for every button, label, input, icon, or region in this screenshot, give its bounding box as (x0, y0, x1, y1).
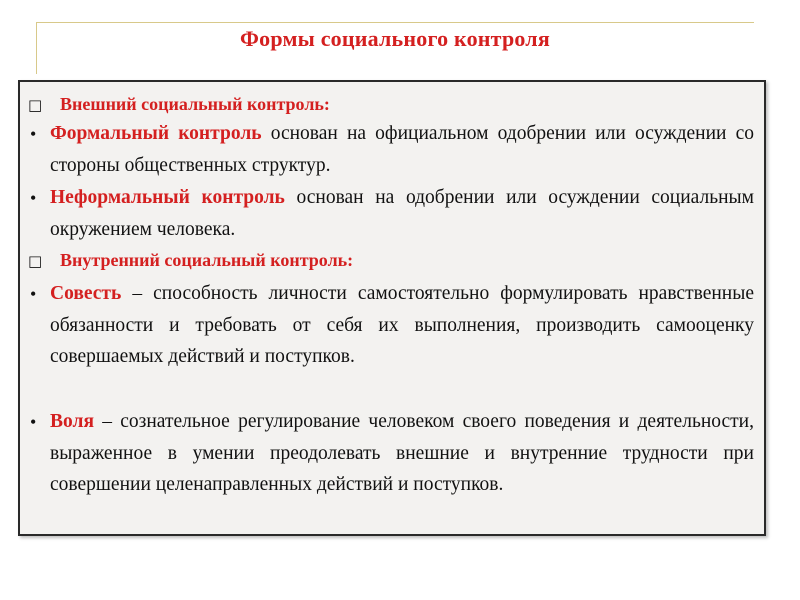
term-will: Воля (50, 411, 94, 432)
bullet-icon: • (30, 284, 37, 304)
title-rule-top (36, 22, 754, 23)
bullet-icon: • (30, 188, 37, 208)
item-text: основан на одобрении или осуждении социальным окружением человека. (50, 187, 754, 240)
bullet-icon: • (30, 124, 37, 144)
slide-title: Формы социального контроля (240, 26, 550, 51)
term-informal: Неформальный контроль (50, 187, 285, 208)
item-formal-control (50, 118, 754, 181)
term-formal: Формальный контроль (50, 123, 262, 144)
item-will (50, 406, 754, 501)
item-text: основан на официальном одобрении или осуждении со стороны общественных структур. (50, 123, 754, 176)
section-heading-internal: Внутренний социальный контроль: (60, 250, 354, 270)
section-heading-external: Внешний социальный контроль: (60, 94, 330, 114)
section-marker-icon: □ (28, 252, 43, 270)
item-text: – способность личности самостоятельно формулировать нравственные обязанности и требовать от себя их выполнения, производить самооценку совершаемых действий и поступков. (50, 283, 754, 367)
item-conscience (50, 278, 754, 373)
item-text: – сознательное регулирование человеком своего поведения и деятельности, выраженное в умении преодолевать внешние и внутренние трудности при совершении целенаправленных действий и поступков. (50, 411, 754, 495)
section-marker-icon: □ (28, 96, 43, 114)
term-conscience: Совесть (50, 283, 122, 304)
bullet-icon: • (30, 412, 37, 432)
item-informal-control (50, 182, 754, 245)
content-box (18, 80, 766, 536)
